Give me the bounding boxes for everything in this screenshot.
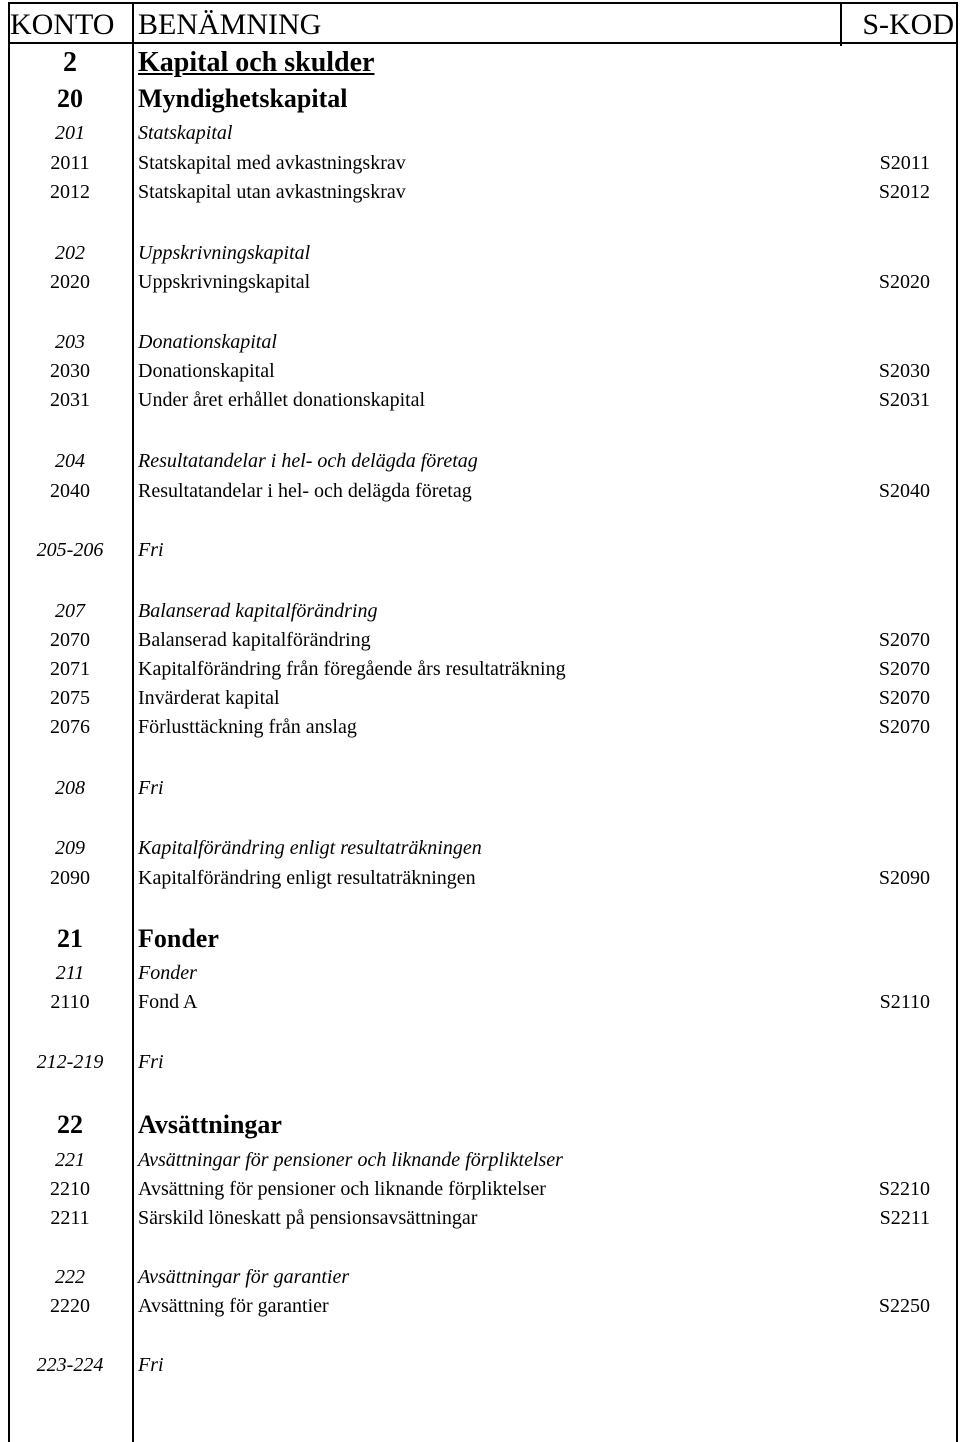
table-row <box>10 987 956 1017</box>
table-row <box>10 1203 956 1233</box>
header-skod: S-KOD <box>862 8 954 41</box>
account-name: Kapital och skulder <box>138 47 375 78</box>
table-header <box>10 2 956 44</box>
account-number: 211 <box>55 962 85 984</box>
s-code: S2210 <box>878 1178 930 1200</box>
account-name: Kapitalförändring enligt resultaträkningen <box>138 867 476 889</box>
s-code: S2031 <box>878 389 930 411</box>
account-name: Fri <box>138 1354 164 1376</box>
s-code: S2070 <box>878 658 930 680</box>
account-number: 2075 <box>50 687 90 709</box>
account-number: 2020 <box>50 271 90 293</box>
account-number: 2011 <box>50 152 90 174</box>
header-benamning: BENÄMNING <box>138 8 322 41</box>
table-row <box>10 683 956 713</box>
s-code: S2011 <box>879 152 930 174</box>
table-row <box>10 712 956 742</box>
account-name: Donationskapital <box>138 360 275 382</box>
account-number: 2040 <box>50 480 90 502</box>
account-number: 207 <box>55 600 85 622</box>
account-name: Resultatandelar i hel- och delägda företag <box>138 450 478 472</box>
table-row <box>10 625 956 655</box>
account-number: 221 <box>55 1149 85 1171</box>
table-row <box>10 1262 956 1292</box>
s-code: S2030 <box>878 360 930 382</box>
table-row <box>10 385 956 415</box>
account-number: 2031 <box>50 389 90 411</box>
account-number: 201 <box>55 122 85 144</box>
table-row <box>10 1145 956 1175</box>
account-name: Under året erhållet donationskapital <box>138 389 426 411</box>
account-name: Balanserad kapitalförändring <box>138 629 371 651</box>
account-name: Förlusttäckning från anslag <box>138 716 357 738</box>
account-number: 223-224 <box>36 1354 104 1376</box>
account-number: 22 <box>57 1110 83 1139</box>
table-row <box>10 1047 956 1077</box>
account-number: 2110 <box>50 991 90 1013</box>
account-name: Fond A <box>138 991 198 1013</box>
account-name: Fonder <box>138 962 197 984</box>
account-name: Avsättningar för pensioner och liknande förpliktelser <box>138 1149 563 1171</box>
table-row <box>10 773 956 803</box>
table-row <box>10 177 956 207</box>
table-row <box>10 863 956 893</box>
account-name: Balanserad kapitalförändring <box>138 600 378 622</box>
s-code: S2012 <box>878 181 930 203</box>
s-code: S2211 <box>879 1207 930 1229</box>
account-name: Myndighetskapital <box>138 84 348 113</box>
table-row <box>10 356 956 386</box>
account-number: 204 <box>55 450 85 472</box>
account-number: 2012 <box>50 181 90 203</box>
account-name: Fonder <box>138 924 219 953</box>
table-row <box>10 1350 956 1380</box>
account-name: Avsättningar <box>138 1110 282 1139</box>
table-row <box>10 958 956 988</box>
account-name: Uppskrivningskapital <box>138 271 311 293</box>
account-number: 20 <box>57 84 83 113</box>
account-name: Fri <box>138 1051 164 1073</box>
account-number: 203 <box>55 331 85 353</box>
table-row <box>10 48 956 78</box>
account-number: 2211 <box>50 1207 90 1229</box>
table-row <box>10 267 956 297</box>
table-row <box>10 476 956 506</box>
header-konto: KONTO <box>10 8 115 41</box>
s-code: S2110 <box>879 991 930 1013</box>
table-row <box>10 148 956 178</box>
account-name: Kapitalförändring enligt resultaträkningen <box>138 837 482 859</box>
header-divider <box>840 4 842 46</box>
account-number: 205-206 <box>36 539 104 561</box>
s-code: S2070 <box>878 687 930 709</box>
account-name: Uppskrivningskapital <box>138 242 311 264</box>
account-number: 2070 <box>50 629 90 651</box>
table-row <box>10 1291 956 1321</box>
account-name: Donationskapital <box>138 331 277 353</box>
account-name: Avsättningar för garantier <box>138 1266 350 1288</box>
account-number: 209 <box>55 837 85 859</box>
account-number: 2 <box>63 47 77 78</box>
s-code: S2020 <box>878 271 930 293</box>
table-row <box>10 327 956 357</box>
account-number: 2076 <box>50 716 90 738</box>
account-number: 2210 <box>50 1178 90 1200</box>
account-name: Statskapital <box>138 122 233 144</box>
account-name: Avsättning för garantier <box>138 1295 329 1317</box>
s-code: S2070 <box>878 629 930 651</box>
account-name: Resultatandelar i hel- och delägda företag <box>138 480 472 502</box>
account-name: Fri <box>138 777 164 799</box>
account-number: 2090 <box>50 867 90 889</box>
table-row <box>10 118 956 148</box>
account-name: Statskapital med avkastningskrav <box>138 152 406 174</box>
table-row <box>10 833 956 863</box>
table-row <box>10 924 956 954</box>
account-number: 21 <box>57 924 83 953</box>
table-row <box>10 1174 956 1204</box>
table-row <box>10 535 956 565</box>
account-number: 202 <box>55 242 85 264</box>
account-name: Statskapital utan avkastningskrav <box>138 181 406 203</box>
account-number: 2220 <box>50 1295 90 1317</box>
table-row <box>10 446 956 476</box>
account-name: Fri <box>138 539 164 561</box>
account-name: Invärderat kapital <box>138 687 280 709</box>
account-number: 212-219 <box>36 1051 104 1073</box>
table-row <box>10 238 956 268</box>
s-code: S2250 <box>878 1295 930 1317</box>
account-number: 2030 <box>50 360 90 382</box>
table-row <box>10 654 956 684</box>
table-row <box>10 596 956 626</box>
account-number: 208 <box>55 777 85 799</box>
account-name: Avsättning för pensioner och liknande förpliktelser <box>138 1178 546 1200</box>
account-number: 222 <box>55 1266 85 1288</box>
account-name: Kapitalförändring från föregående års resultaträkning <box>138 658 566 680</box>
s-code: S2070 <box>878 716 930 738</box>
account-table <box>8 2 958 1442</box>
table-row <box>10 1110 956 1140</box>
s-code: S2040 <box>878 480 930 502</box>
account-number: 2071 <box>50 658 90 680</box>
account-name: Särskild löneskatt på pensionsavsättningar <box>138 1207 478 1229</box>
table-row <box>10 84 956 114</box>
s-code: S2090 <box>878 867 930 889</box>
